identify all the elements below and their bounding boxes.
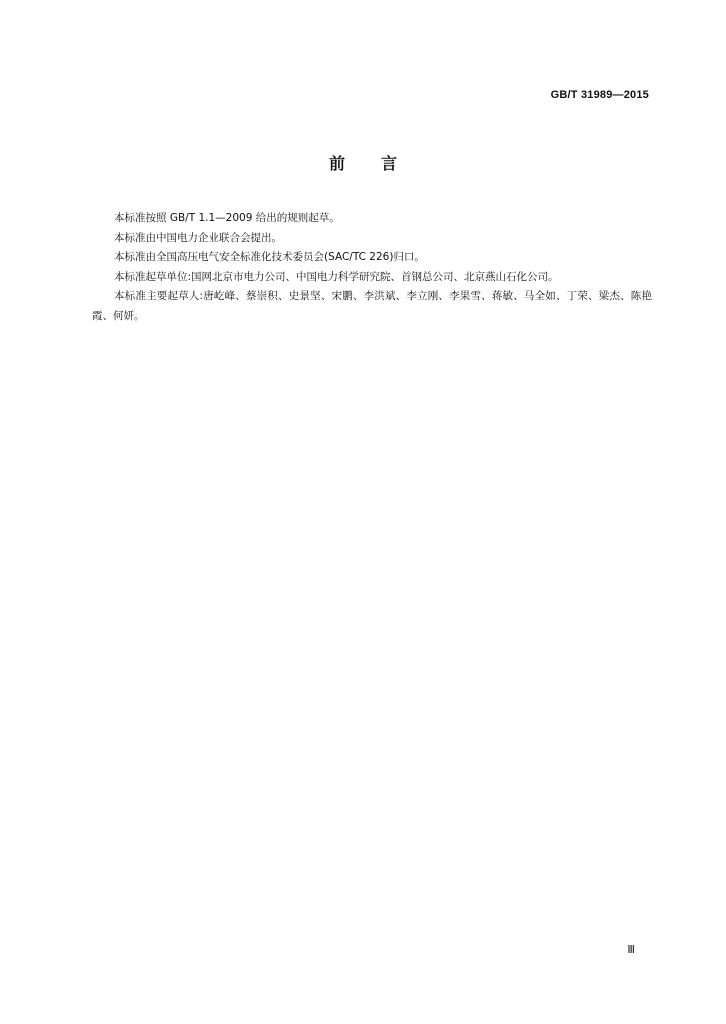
- standard-code: GB/T 31989—2015: [550, 89, 649, 101]
- paragraph-drafting-rules: 本标准按照 GB/T 1.1—2009 给出的规则起草。: [114, 212, 340, 224]
- page-number: Ⅲ: [627, 944, 635, 956]
- paragraph-drafters: 本标准主要起草人:唐屹峰、蔡崇积、史景坚、宋鹏、李洪斌、李立刚、李果雪、蒋敏、马全如、丁荣、梁杰、陈艳霞、何妍。: [92, 290, 652, 322]
- paragraph-administration: 本标准由全国高压电气安全标准化技术委员会(SAC/TC 226)归口。: [114, 251, 425, 263]
- body-text: [92, 209, 652, 326]
- paragraph-drafting-units: 本标准起草单位:国网北京市电力公司、中国电力科学研究院、首钢总公司、北京燕山石化公司。: [114, 270, 559, 283]
- paragraph-proposer: 本标准由中国电力企业联合会提出。: [114, 231, 282, 244]
- page-title: 前言: [328, 154, 433, 173]
